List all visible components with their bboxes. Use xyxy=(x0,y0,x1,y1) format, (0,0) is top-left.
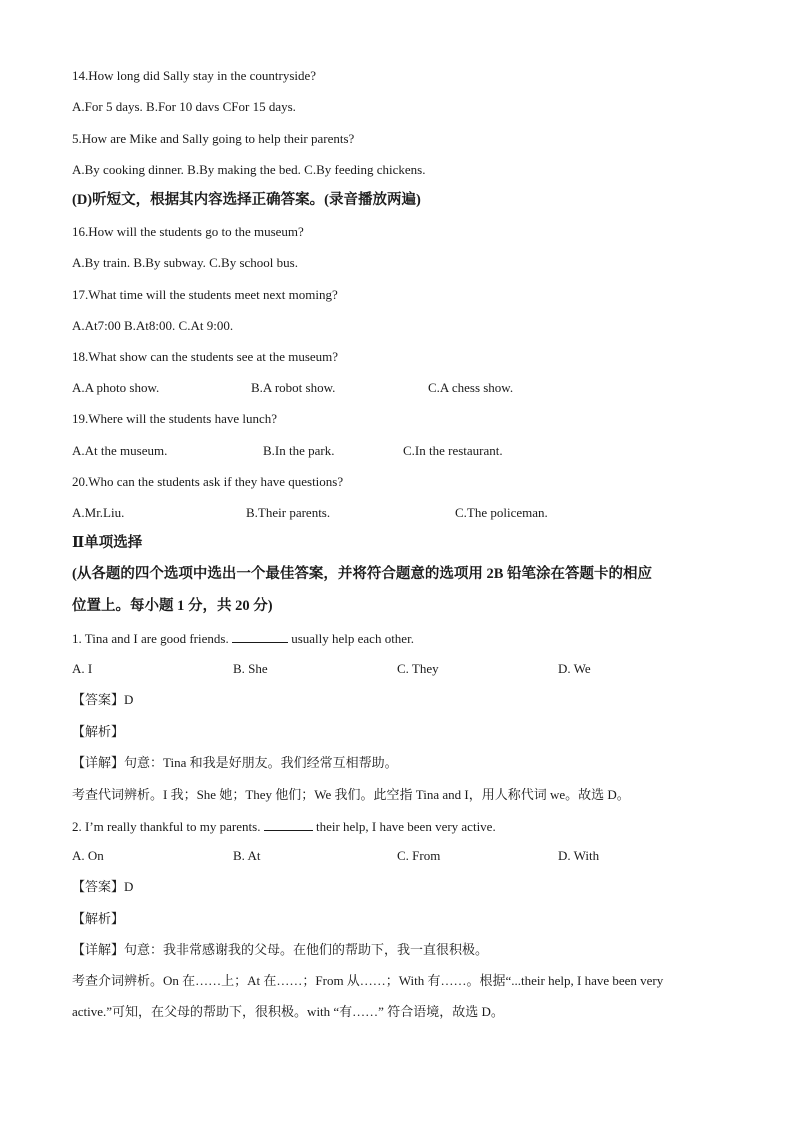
question-14-options: A.For 5 days. B.For 10 davs CFor 15 days. xyxy=(72,99,296,114)
question-17-options: A.At7:00 B.At8:00. C.At 9:00. xyxy=(72,318,234,333)
question-19-options xyxy=(72,443,722,459)
option-b: B.In the park. xyxy=(263,443,335,458)
option-d: D. We xyxy=(558,661,591,676)
question-16-stem: 16.How will the students go to the museum? xyxy=(72,224,304,239)
option-b: B. At xyxy=(233,848,261,863)
option-b: B. She xyxy=(233,661,268,676)
question-18-stem: 18.What show can the students see at the museum? xyxy=(72,349,339,364)
question-2-stem: 2. I’m really thankful to my parents. their help, I have been very active. xyxy=(72,819,496,834)
answer-blank xyxy=(232,630,288,643)
option-c: C. They xyxy=(397,661,439,676)
section-2-title: Ⅱ单项选择 xyxy=(72,535,143,551)
question-16-options: A.By train. B.By subway. C.By school bus. xyxy=(72,255,298,270)
explanation-line-1: 考查介词辨析。On 在……上；At 在……；From 从……；With 有……。根据“...their help, I have been very xyxy=(72,973,664,988)
option-a: A.At the museum. xyxy=(72,443,168,458)
section-d-heading: (D)听短文，根据其内容选择正确答案。(录音播放两遍) xyxy=(72,192,421,208)
question-17-stem: 17.What time will the students meet next moming? xyxy=(72,287,338,302)
question-1-options xyxy=(72,661,722,677)
option-a: A.Mr.Liu. xyxy=(72,505,125,520)
option-c: C.A chess show. xyxy=(428,380,514,395)
option-a: A.A photo show. xyxy=(72,380,160,395)
analysis-label: 【解析】 xyxy=(72,911,125,926)
question-18-options xyxy=(72,380,722,396)
analysis-label: 【解析】 xyxy=(72,724,125,739)
detail-line: 【详解】句意：Tina 和我是好朋友。我们经常互相帮助。 xyxy=(72,755,398,770)
explanation-line-2: active.”可知，在父母的帮助下，很积极。with “有……” 符合语境，故选 D。 xyxy=(72,1004,504,1019)
option-a: A. On xyxy=(72,848,104,863)
answer-blank xyxy=(264,818,313,831)
question-2-options xyxy=(72,848,722,864)
option-c: C. From xyxy=(397,848,441,863)
question-20-stem: 20.Who can the students ask if they have questions? xyxy=(72,474,344,489)
option-b: B.A robot show. xyxy=(251,380,336,395)
section-2-instructions-line1: (从各题的四个选项中选出一个最佳答案，并将符合题意的选项用 2B 铅笔涂在答题卡的相应 xyxy=(72,566,652,582)
option-d: D. With xyxy=(558,848,600,863)
answer-label: 【答案】D xyxy=(72,692,134,707)
question-19-stem: 19.Where will the students have lunch? xyxy=(72,411,278,426)
option-b: B.Their parents. xyxy=(246,505,331,520)
option-c: C.In the restaurant. xyxy=(403,443,503,458)
question-20-options xyxy=(72,505,722,521)
question-1-stem: 1. Tina and I are good friends. usually help each other. xyxy=(72,631,414,646)
question-15-stem: 5.How are Mike and Sally going to help their parents? xyxy=(72,131,355,146)
option-c: C.The policeman. xyxy=(455,505,548,520)
detail-line: 【详解】句意：我非常感谢我的父母。在他们的帮助下，我一直很积极。 xyxy=(72,942,489,957)
question-14-stem: 14.How long did Sally stay in the countryside? xyxy=(72,68,317,83)
question-15-options: A.By cooking dinner. B.By making the bed. C.By feeding chickens. xyxy=(72,162,426,177)
explanation-line: 考查代词辨析。I 我；She 她；They 他们；We 我们。此空指 Tina and I，用人称代词 we。故选 D。 xyxy=(72,787,630,802)
section-2-instructions-line2: 位置上。每小题 1 分，共 20 分) xyxy=(72,598,273,614)
answer-label: 【答案】D xyxy=(72,879,134,894)
option-a: A. I xyxy=(72,661,93,676)
